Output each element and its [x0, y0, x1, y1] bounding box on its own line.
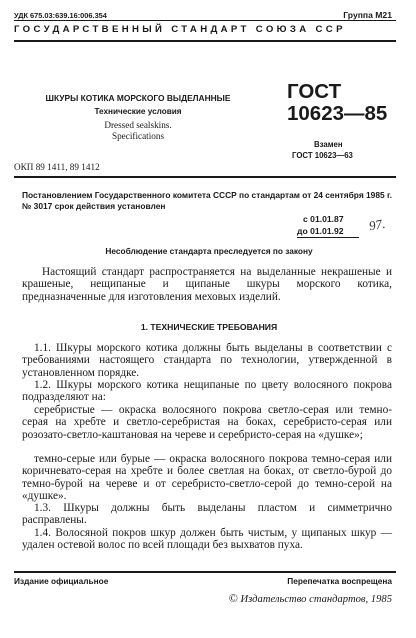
footer-rule — [14, 571, 396, 573]
english-title-line2: Specifications — [111, 131, 165, 141]
replaces-block — [292, 140, 353, 161]
document-title: ШКУРЫ КОТИКА МОРСКОГО ВЫДЕЛАННЫЕ — [45, 93, 231, 103]
reprint-prohibited: Перепечатка воспрещена — [287, 576, 392, 586]
copyright-line — [229, 591, 392, 606]
okp-code: ОКП 89 1411, 89 1412 — [14, 162, 100, 172]
official-edition: Издание официальное — [14, 576, 109, 586]
dark-color-description: темно-серые или бурые — окраска волосяного покрова темно-серая или коричневато-серая на хребте и более светлая на боках, от светло-бурой до темно-бурой на череве и от серебристо-светло-серой до темно-серой на «душке». — [22, 453, 392, 503]
copyright-text: Издательство стандартов, 1985 — [240, 594, 392, 605]
copyright-icon: © — [228, 591, 238, 605]
silver-color-description: серебристые — окраска волосяного покрова светло-серая или темно-серая на хребте и светло-серебристая на боках, серебристо-серая или розозато-светло-каштановая на череве и серебристо-серая на «душке»; — [22, 404, 392, 441]
okp-rule — [14, 176, 396, 178]
clause-1-2: 1.2. Шкуры морского котика нещипаные по цвету волосяного покрова подразделяют на: — [22, 379, 392, 404]
english-title — [22, 120, 254, 142]
decree-text: Постановлением Государственного комитета СССР по стандартам от 24 сентября 1985 г. № 3017 срок действия установлен — [22, 190, 392, 211]
intro-paragraph: Настоящий стандарт распространяется на выделанные некрашеные и крашеные, нещипаные и щипаные шкуры морского котика, предназначенные для изготовления меховых изделий. — [22, 266, 392, 303]
clause-1-4: 1.4. Волосяной покров шкур должен быть чистым, у щипаных шкур — удален остевой волос по всей площади без выхватов пуха. — [22, 527, 392, 552]
section-heading: 1. ТЕХНИЧЕСКИЕ ТРЕБОВАНИЯ — [140, 322, 278, 332]
top-rule — [14, 20, 396, 21]
udk-code: УДК 675.03:639.16:006.354 — [14, 11, 107, 20]
handwritten-note: 97. — [367, 215, 387, 234]
effective-from: с 01.01.87 — [303, 214, 344, 224]
gost-number: 10623—85 — [287, 102, 388, 125]
english-title-line1: Dressed sealskins. — [104, 120, 172, 130]
effective-underline — [297, 237, 359, 238]
effective-until: до 01.01.92 — [297, 226, 344, 236]
clause-1-3: 1.3. Шкуры должны быть выделаны пластом и симметрично расправлены. — [22, 502, 392, 527]
replaces-value: ГОСТ 10623—63 — [292, 150, 353, 160]
replaces-label: Взамен — [314, 140, 343, 149]
standard-title: ГОСУДАРСТВЕННЫЙ СТАНДАРТ СОЮЗА ССР — [14, 24, 346, 35]
document-subtitle: Технические условия — [94, 107, 182, 116]
header-rule — [14, 40, 396, 42]
group-code: Группа М21 — [343, 10, 392, 20]
legal-notice: Несоблюдение стандарта преследуется по закону — [105, 246, 313, 256]
clause-1-1: 1.1. Шкуры морского котика должны быть выделаны в соответствии с требованиями настоящего стандарта по технологии, утвержденной в установленном порядке. — [22, 342, 392, 379]
gost-label: ГОСТ — [287, 80, 342, 103]
